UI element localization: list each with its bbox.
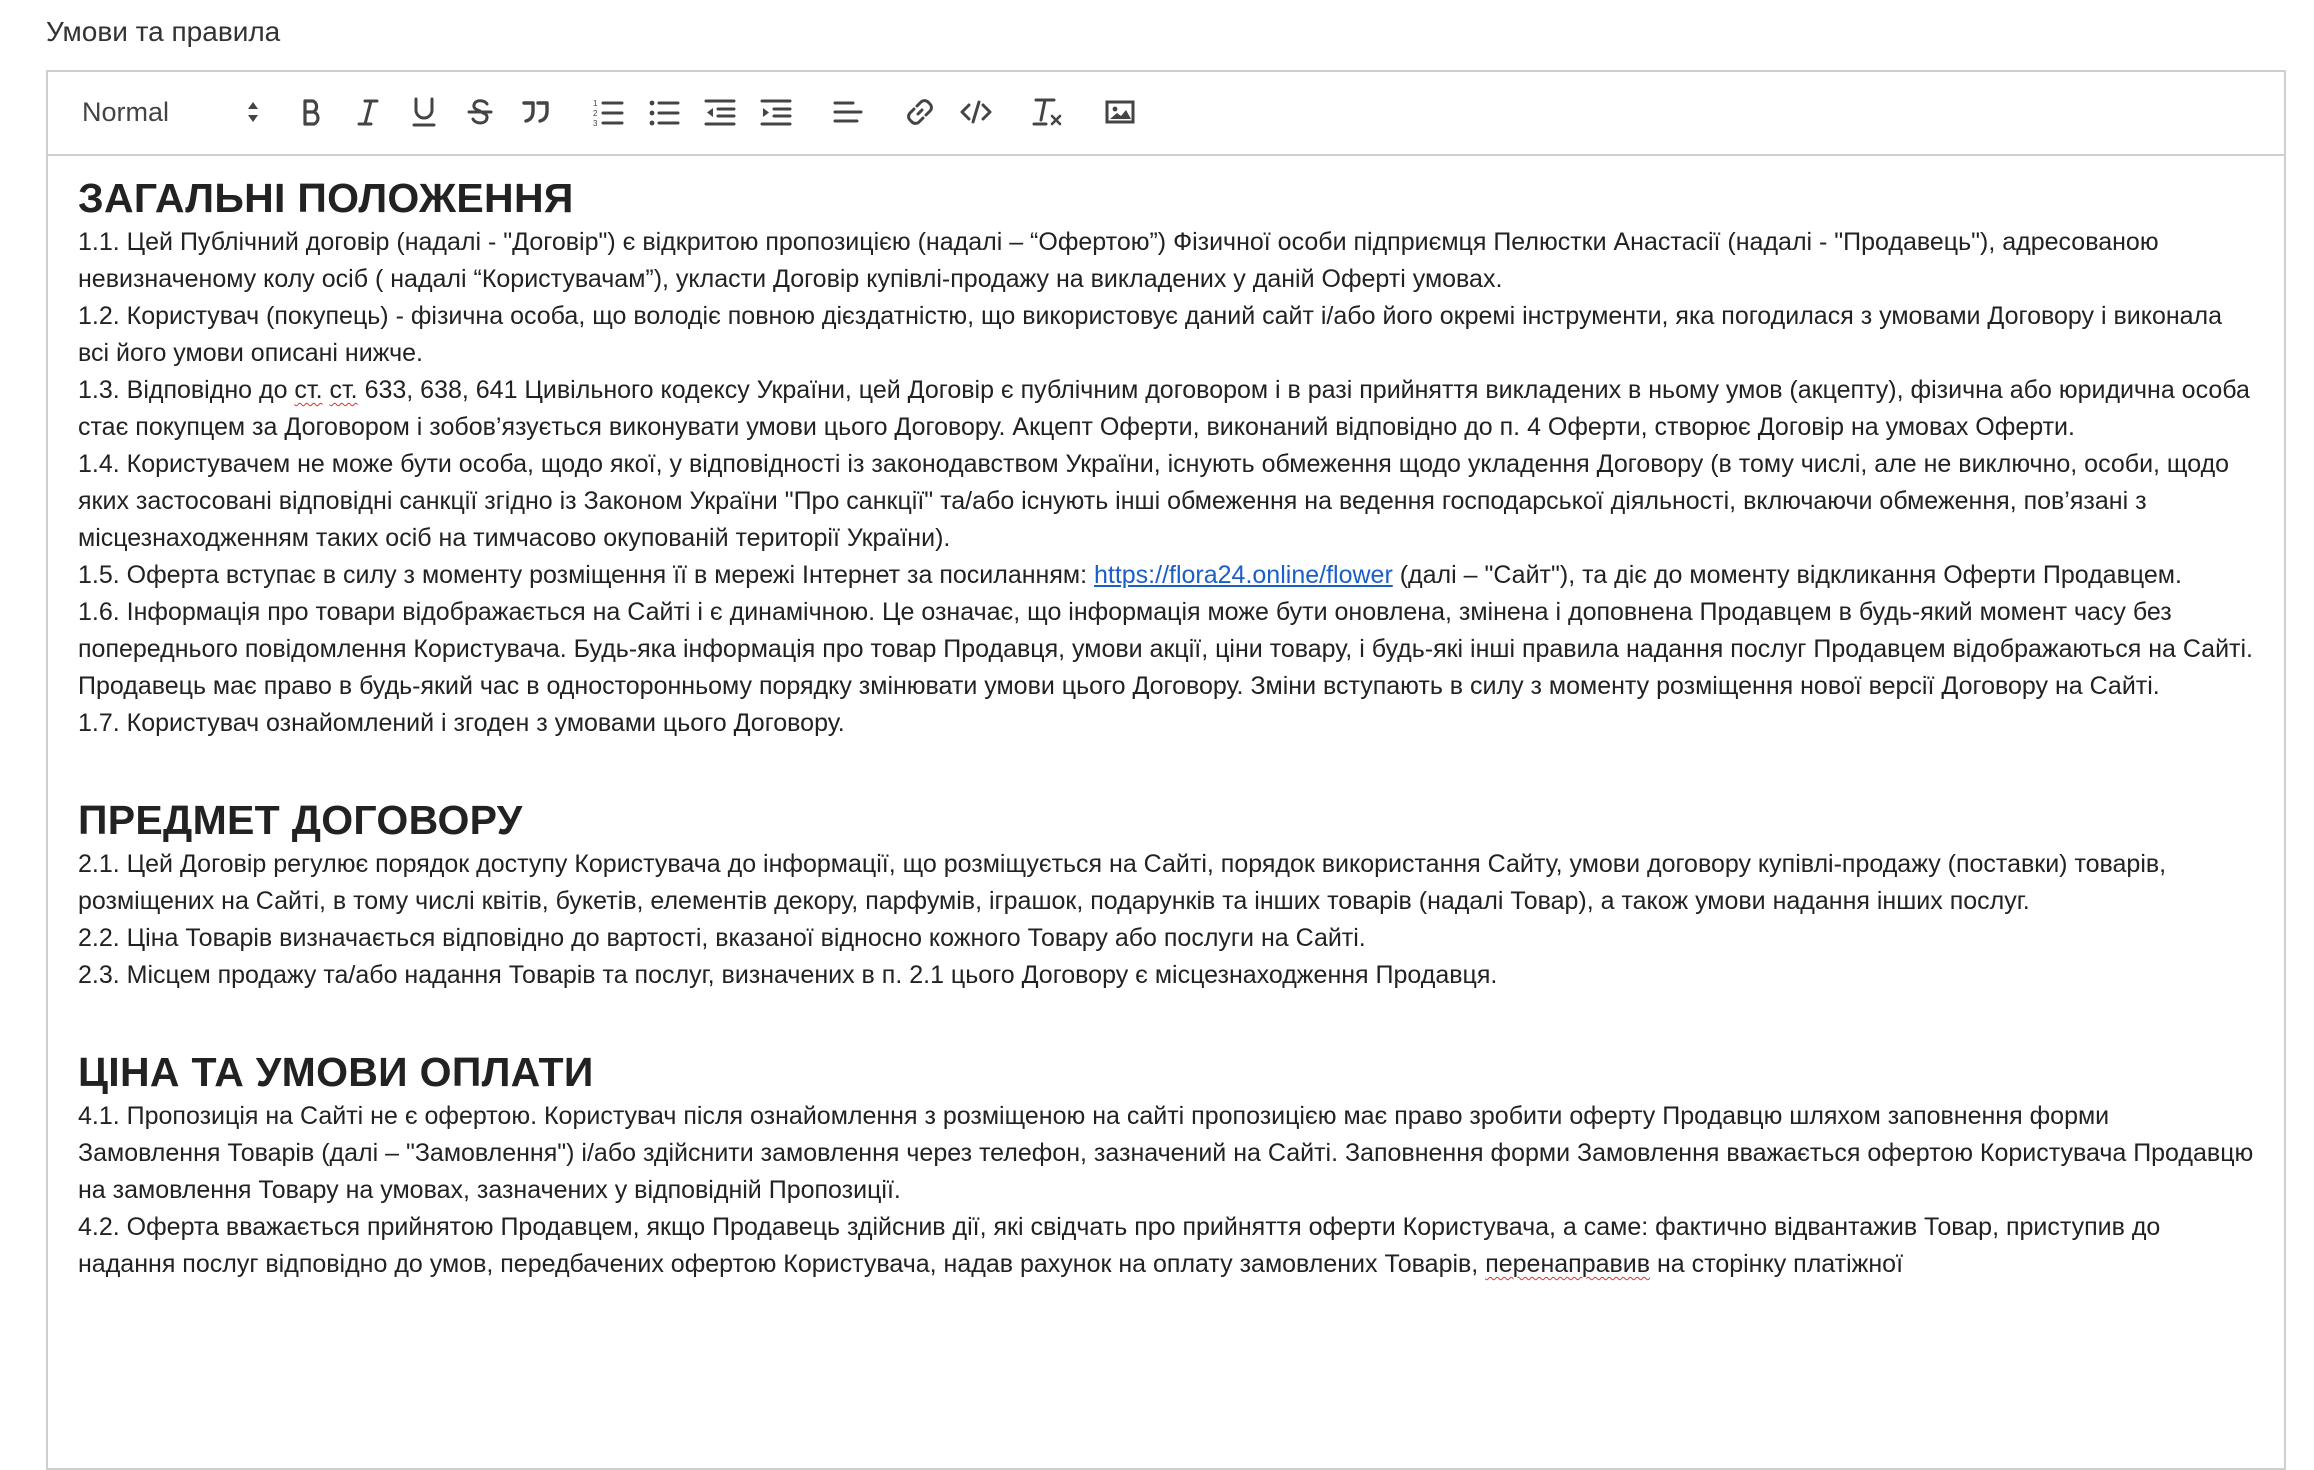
paragraph: 1.7. Користувач ознайомлений і згоден з умовами цього Договору.: [78, 709, 845, 737]
paragraph-text: [323, 376, 330, 404]
paragraph: [78, 1209, 2254, 1283]
bullet-list-icon: [648, 97, 680, 127]
spellcheck-word: ст.: [294, 376, 323, 404]
spacer: [78, 742, 2254, 794]
image-icon: [1105, 99, 1135, 125]
section-heading: ЦІНА ТА УМОВИ ОПЛАТИ: [78, 1049, 594, 1095]
paragraph: 2.1. Цей Договір регулює порядок доступу Користувача до інформації, що розміщується на Сайті, порядок використання Сайту, умови договору купівлі-продажу (поставки) товарів, розміщених на Сайті, в тому числі квітів, букетів, елементів декору, парфумів, іграшок, подарунків та інших товарів (надалі Товар), а також умови надання інших послуг.: [78, 850, 2167, 915]
paragraph: 1.2. Користувач (покупець) - фізична особа, що володіє повною дієздатністю, що використовує даний сайт і/або його окремі інструменти, яка погодилася з умовами Договору і виконала всі його умови описані нижче.: [78, 302, 2223, 367]
editor-toolbar: [48, 72, 2284, 156]
indent-icon: [760, 97, 792, 127]
outdent-icon: [704, 97, 736, 127]
svg-text:2: 2: [593, 109, 598, 118]
align-left-icon: [833, 99, 863, 125]
outdent-button[interactable]: [700, 92, 740, 132]
paragraph-text: (далі – "Сайт"), та діє до моменту відкликання Оферти Продавцем.: [1392, 561, 2182, 589]
blockquote-button[interactable]: [516, 92, 556, 132]
bold-icon: [299, 97, 325, 127]
strikethrough-icon: [466, 97, 494, 127]
code-icon: [960, 99, 992, 125]
align-button[interactable]: [828, 92, 868, 132]
paragraph: [78, 557, 2254, 594]
code-button[interactable]: [956, 92, 996, 132]
bold-button[interactable]: [292, 92, 332, 132]
format-picker-label: Normal: [82, 96, 170, 127]
svg-text:3: 3: [593, 119, 598, 127]
paragraph: 4.1. Пропозиція на Сайті не є офертою. Користувач після ознайомлення з розміщеною на сайті пропозицією має право зробити оферту Продавцю шляхом заповнення форми Замовлення Товарів (далі – "Замовлення") і/або здійснити замовлення через телефон, зазначений на Сайті. Заповнення форми Замовлення вважається офертою Користувача Продавцю на замовлення Товару на умовах, зазначених у відповідній Пропозиції.: [78, 1102, 2254, 1204]
spellcheck-word: перенаправив: [1485, 1250, 1651, 1278]
section-heading: ЗАГАЛЬНІ ПОЛОЖЕННЯ: [78, 175, 574, 221]
chevron-updown-icon: [244, 96, 262, 133]
paragraph: [78, 372, 2254, 446]
paragraph-text: 4.2. Оферта вважається прийнятою Продавцем, якщо Продавець здійснив дії, які свідчать про прийняття оферти Користувача, а саме: фактично відвантажив Товар, приступив до надання послуг відповідно до умов, передбачених офертою Користувача, надав рахунок на оплату замовлених Товарів,: [78, 1213, 2161, 1278]
site-link[interactable]: https://flora24.online/flower: [1093, 561, 1393, 589]
spellcheck-word: ст.: [329, 376, 358, 404]
paragraph-text: 1.5. Оферта вступає в силу з моменту розміщення її в мережі Інтернет за посиланням:: [78, 561, 1094, 589]
quote-icon: [521, 99, 551, 125]
bullet-list-button[interactable]: [644, 92, 684, 132]
paragraph-text: 1.3. Відповідно до: [78, 376, 295, 404]
paragraph: 2.2. Ціна Товарів визначається відповідно до вартості, вказаної відносно кожного Товару або послуги на Сайті.: [78, 924, 1366, 952]
strike-button[interactable]: [460, 92, 500, 132]
paragraph-text: 633, 638, 641 Цивільного кодексу України, цей Договір є публічним договором і в разі прийняття викладених в ньому умов (акцепту), фізична або юридична особа стає покупцем за Договором і зобов’язується виконувати умови цього Договору. Акцепт Оферти, виконаний відповідно до п. 4 Оферти, створює Договір на умовах Оферти.: [78, 376, 2250, 441]
editor-content[interactable]: [78, 172, 2254, 1283]
indent-button[interactable]: [756, 92, 796, 132]
image-button[interactable]: [1100, 92, 1140, 132]
italic-icon: [355, 97, 381, 127]
clear-format-button[interactable]: [1028, 92, 1068, 132]
clear-format-icon: [1032, 96, 1064, 128]
ordered-list-icon: [592, 97, 624, 127]
underline-icon: [410, 96, 438, 128]
field-label: Умови та правила: [46, 16, 281, 47]
paragraph: 1.1. Цей Публічний договір (надалі - "Договір") є відкритою пропозицією (надалі – “Офертою”) Фізичної особи підприємця Пелюстки Анастасії (надалі - "Продавець"), адресованою невизначеному колу осіб ( надалі “Користувачам”), укласти Договір купівлі-продажу на викладених у даній Оферті умовах.: [78, 228, 2159, 293]
italic-button[interactable]: [348, 92, 388, 132]
svg-text:1: 1: [593, 99, 598, 108]
underline-button[interactable]: [404, 92, 444, 132]
paragraph-text: на сторінку платіжної: [1650, 1250, 1904, 1278]
paragraph: 2.3. Місцем продажу та/або надання Товарів та послуг, визначених в п. 2.1 цього Договору є місцезнаходження Продавця.: [78, 961, 1498, 989]
ordered-list-button[interactable]: [588, 92, 628, 132]
link-icon: [904, 96, 936, 128]
section-heading: ПРЕДМЕТ ДОГОВОРУ: [78, 797, 523, 843]
rich-text-editor: [46, 70, 2286, 1470]
format-picker[interactable]: [82, 92, 262, 132]
link-button[interactable]: [900, 92, 940, 132]
paragraph: 1.4. Користувачем не може бути особа, щодо якої, у відповідності із законодавством України, існують обмеження щодо укладення Договору (в тому числі, але не виключно, особи, щодо яких застосовані відповідні санкції згідно із Законом України "Про санкції" та/або існують інші обмеження на ведення господарської діяльності, включаючи обмеження, пов’язані з місцезнаходженням таких осіб на тимчасово окупованій території України).: [78, 450, 2230, 552]
paragraph: 1.6. Інформація про товари відображається на Сайті і є динамічною. Це означає, що інформація може бути оновлена, змінена і доповнена Продавцем в будь-який момент часу без попереднього повідомлення Користувача. Будь-яка інформація про товар Продавця, умови акції, ціни товару, і будь-які інші правила надання послуг Продавцем відображаються на Сайті. Продавець має право в будь-який час в односторонньому порядку змінювати умови цього Договору. Зміни вступають в силу з моменту розміщення нової версії Договору на Сайті.: [78, 598, 2253, 700]
spacer: [78, 994, 2254, 1046]
